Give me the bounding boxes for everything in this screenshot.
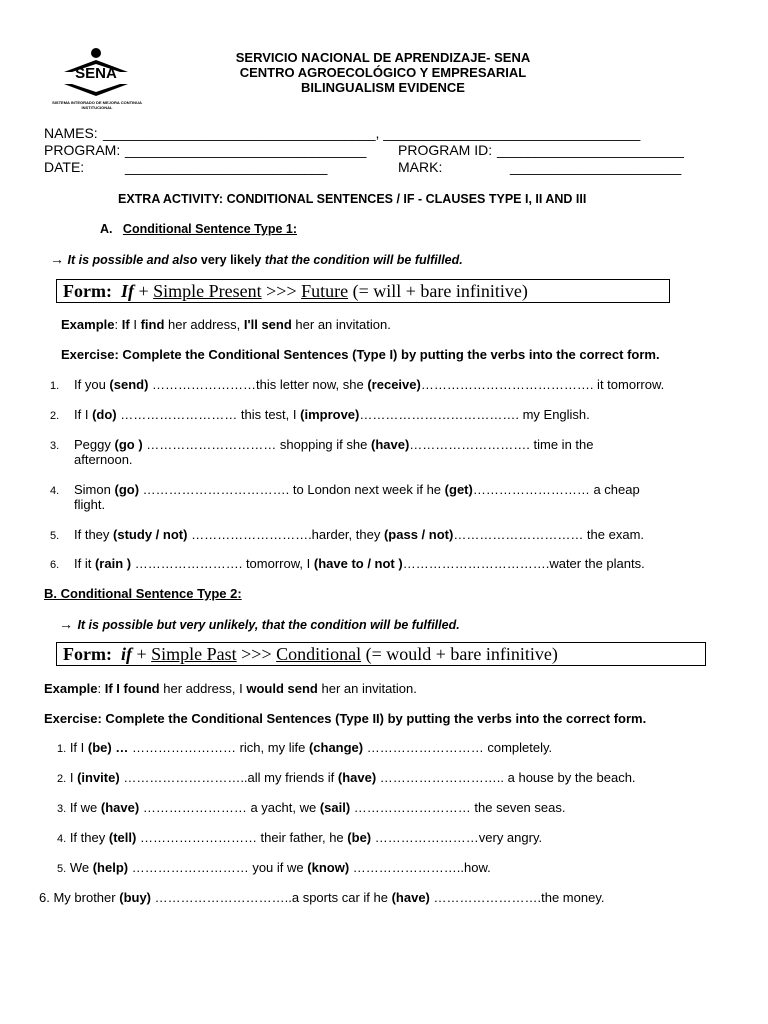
answer-blank[interactable]: ……………………… completely.: [366, 740, 553, 755]
answer-blank[interactable]: ………………………………. my English.: [359, 407, 590, 422]
activity-title: EXTRA ACTIVITY: CONDITIONAL SENTENCES / IF - CLAUSES TYPE I, II AND III: [118, 192, 587, 206]
answer-blank[interactable]: ……………………..how.: [352, 860, 491, 875]
verb-cue: (study / not): [113, 527, 188, 542]
exercise-item: [50, 527, 644, 542]
sena-logo: [50, 46, 142, 110]
exercise-item: [50, 407, 590, 422]
item-number: 2.: [50, 410, 60, 422]
answer-blank[interactable]: ……………………….harder, they: [191, 527, 381, 542]
answer-blank[interactable]: ……………………very angry.: [374, 830, 543, 845]
verb-cue: (go ): [114, 437, 143, 452]
item-number: 5.: [50, 530, 60, 542]
item-number: 6.: [39, 890, 50, 905]
verb-cue: (change): [308, 740, 364, 755]
answer-blank[interactable]: ……………………… the seven seas.: [353, 800, 566, 815]
exercise-type-1: Exercise: Complete the Conditional Sentences (Type I) by putting the verbs into the correct form.: [61, 347, 660, 362]
program-field[interactable]: _______________________________: [125, 142, 367, 158]
example-type-2: Example: If I found her address, I would send her an invitation.: [44, 681, 417, 696]
answer-blank[interactable]: …………………………….water the plants.: [402, 556, 645, 571]
answer-blank[interactable]: ……………………….. a house by the beach.: [379, 770, 636, 785]
answer-blank[interactable]: ………………………… the exam.: [453, 527, 645, 542]
item-text: If I: [69, 740, 85, 755]
verb-cue: (do): [92, 407, 117, 422]
exercise-item: [57, 800, 565, 815]
exercise-item: [57, 830, 542, 845]
answer-blank[interactable]: ……………………… a cheap: [472, 482, 640, 497]
example-type-1: Example: If I find her address, I'll send her an invitation.: [61, 317, 391, 332]
item-number: 1.: [50, 380, 60, 392]
exercise-item: [57, 740, 552, 755]
section-b-note: → It is possible but very unlikely, that the condition will be fulfilled.: [59, 616, 460, 632]
verb-cue: (receive): [367, 377, 421, 392]
date-field[interactable]: __________________________: [125, 159, 328, 175]
answer-blank[interactable]: ……………………this letter now, she: [152, 377, 364, 392]
item-text: Simon: [74, 482, 111, 497]
item-number: 3.: [50, 440, 60, 452]
program-id-label: PROGRAM ID:: [398, 142, 493, 158]
verb-cue: (have): [100, 800, 140, 815]
exercise-item: [57, 860, 491, 875]
item-number: 6.: [50, 559, 60, 571]
exercise-item: [50, 377, 664, 392]
exercise-item: [50, 556, 645, 571]
item-text: If they: [69, 830, 106, 845]
verb-cue: (rain ): [94, 556, 132, 571]
verb-cue: (be): [347, 830, 372, 845]
verb-cue: (sail): [319, 800, 351, 815]
program-label: PROGRAM:: [44, 142, 121, 158]
item-number: 3.: [57, 803, 67, 815]
answer-blank[interactable]: ……………………… this test, I: [120, 407, 297, 422]
answer-blank[interactable]: ………………………..all my friends if: [123, 770, 335, 785]
form-type-1-box: Form: If + Simple Present >>> Future (= will + bare infinitive): [56, 279, 670, 303]
item-number: 2.: [57, 773, 67, 785]
exercise-item: [57, 770, 636, 785]
answer-blank[interactable]: ……………………… their father, he: [139, 830, 344, 845]
verb-cue: (send): [109, 377, 149, 392]
item-number: 4.: [50, 485, 60, 497]
item-text: If we: [69, 800, 98, 815]
verb-cue: (have): [370, 437, 410, 452]
verb-cue: (be) …: [87, 740, 129, 755]
arrow-icon: →: [50, 251, 64, 267]
item-text: We: [69, 860, 90, 875]
header-line-2: CENTRO AGROECOLÓGICO Y EMPRESARIAL: [239, 65, 527, 80]
header-line-1: SERVICIO NACIONAL DE APRENDIZAJE- SENA: [235, 50, 531, 65]
exercise-type-2: Exercise: Complete the Conditional Sentences (Type II) by putting the verbs into the correct form.: [44, 711, 647, 726]
verb-cue: (invite): [77, 770, 120, 785]
answer-blank[interactable]: ……………………… you if we: [131, 860, 304, 875]
item-number: 5.: [57, 863, 67, 875]
verb-cue: (buy): [119, 890, 152, 905]
verb-cue: (know): [307, 860, 350, 875]
item-continuation: afternoon.: [74, 452, 133, 467]
item-text: If it: [74, 556, 92, 571]
verb-cue: (have to / not ): [313, 556, 403, 571]
verb-cue: (improve): [300, 407, 360, 422]
item-text: Peggy: [74, 437, 111, 452]
date-label: DATE:: [44, 159, 85, 175]
section-a-heading: [100, 222, 297, 236]
form-type-2-box: Form: if + Simple Past >>> Conditional (= would + bare infinitive): [56, 642, 706, 666]
exercise-item: [50, 437, 593, 452]
item-text: If they: [74, 527, 110, 542]
verb-cue: (tell): [108, 830, 137, 845]
answer-blank[interactable]: …………………………..a sports car if he: [154, 890, 388, 905]
exercise-item: [50, 482, 640, 497]
answer-blank[interactable]: …………………….the money.: [433, 890, 605, 905]
logo-text: SENA: [75, 65, 117, 82]
mark-field[interactable]: ______________________: [510, 159, 682, 175]
answer-blank[interactable]: ……………………. tomorrow, I: [134, 556, 311, 571]
verb-cue: (have): [337, 770, 377, 785]
verb-cue: (have): [391, 890, 430, 905]
section-a-note: → It is possible and also very likely that the condition will be fulfilled.: [50, 251, 463, 267]
section-a-title: Conditional Sentence Type 1:: [122, 222, 298, 236]
verb-cue: (go): [114, 482, 140, 497]
exercise-item: [39, 890, 604, 905]
answer-blank[interactable]: ………………………… shopping if she: [146, 437, 368, 452]
answer-blank[interactable]: …………………………………. it tomorrow.: [420, 377, 665, 392]
answer-blank[interactable]: ………………………. time in the: [409, 437, 594, 452]
mark-label: MARK:: [398, 159, 443, 175]
header-line-3: BILINGUALISM EVIDENCE: [301, 80, 465, 95]
item-text: If you: [74, 377, 106, 392]
verb-cue: (pass / not): [383, 527, 454, 542]
item-text: My brother: [53, 890, 116, 905]
section-b-heading: B. Conditional Sentence Type 2:: [44, 586, 242, 601]
section-a-letter: A.: [100, 222, 113, 236]
logo-subtext: SISTEMA INTEGRADO DE MEJORA CONTINUA INSTITUCIONAL: [52, 100, 142, 110]
item-number: 1.: [57, 743, 67, 755]
answer-blank[interactable]: …………………… rich, my life: [131, 740, 306, 755]
item-continuation: flight.: [74, 497, 106, 512]
answer-blank[interactable]: …………………… a yacht, we: [142, 800, 317, 815]
item-text: I: [69, 770, 74, 785]
names-label: NAMES:: [44, 125, 98, 141]
item-text: If I: [74, 407, 89, 422]
program-id-field[interactable]: ________________________: [497, 142, 684, 158]
answer-blank[interactable]: ……………………………. to London next week if he: [142, 482, 442, 497]
verb-cue: (get): [444, 482, 473, 497]
arrow-icon: →: [59, 616, 73, 632]
names-field[interactable]: ___________________________________, _________________________________: [103, 125, 641, 141]
item-number: 4.: [57, 833, 67, 845]
verb-cue: (help): [92, 860, 129, 875]
